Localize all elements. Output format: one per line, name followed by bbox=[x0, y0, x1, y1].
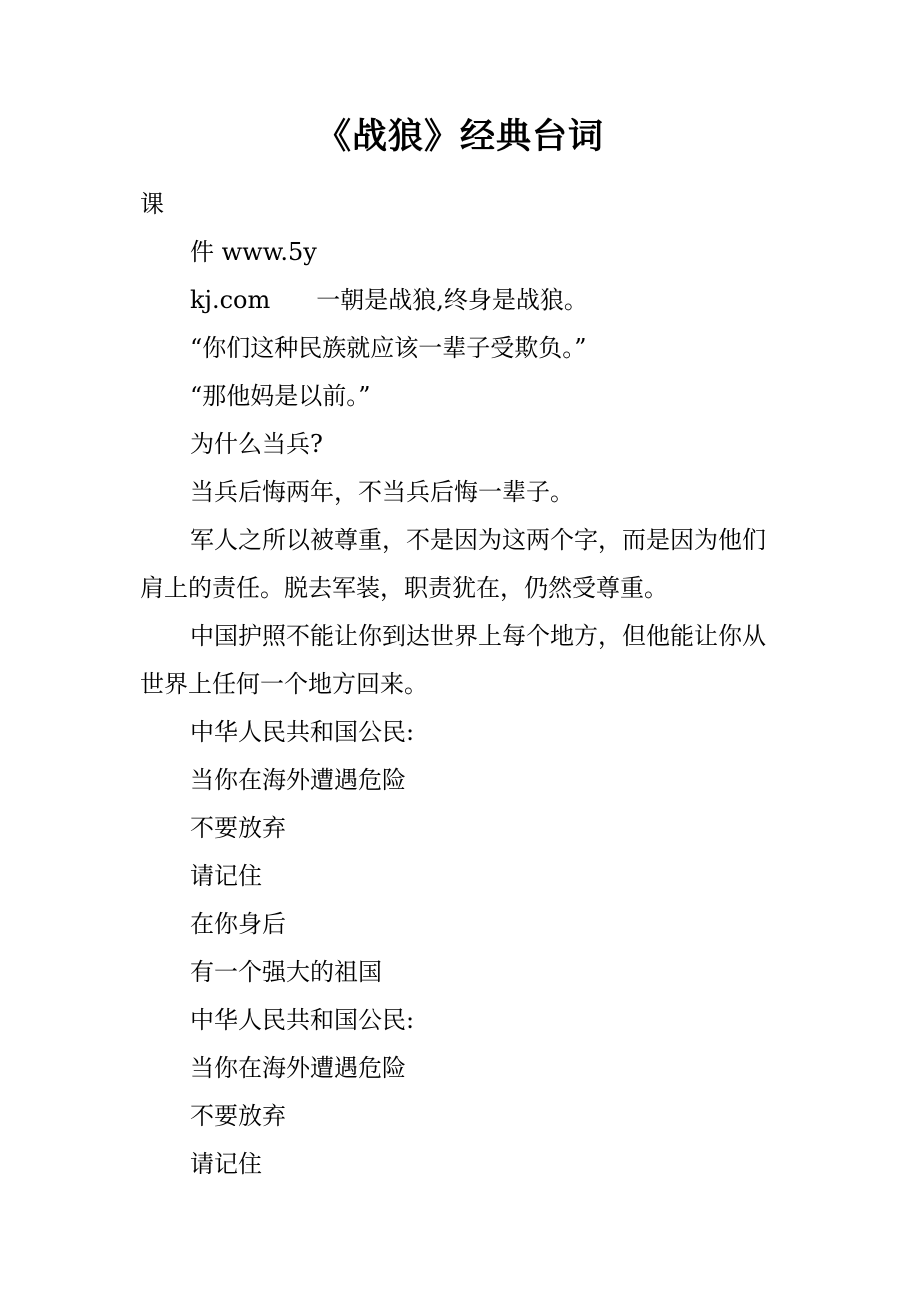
text-line: 件 www.5y bbox=[190, 238, 317, 266]
text-line: 当兵后悔两年，不当兵后悔一辈子。 bbox=[190, 478, 574, 506]
text-line: “那他妈是以前。” bbox=[190, 382, 371, 410]
text-line: 有一个强大的祖国 bbox=[190, 958, 382, 986]
text-line: 不要放弃 bbox=[190, 1102, 286, 1130]
document-body bbox=[140, 180, 780, 1188]
text-line bbox=[140, 276, 780, 324]
text-fragment: kj.com bbox=[190, 286, 271, 314]
text-line: 为什么当兵? bbox=[190, 430, 323, 458]
text-fragment: 一朝是战狼,终身是战狼。 bbox=[316, 286, 588, 314]
text-line: 当你在海外遭遇危险 bbox=[190, 766, 406, 794]
text-line: 当你在海外遭遇危险 bbox=[190, 1054, 406, 1082]
text-paragraph: 中国护照不能让你到达世界上每个地方，但他能让你从世界上任何一个地方回来。 bbox=[140, 622, 766, 698]
text-line: 不要放弃 bbox=[190, 814, 286, 842]
text-line: “你们这种民族就应该一辈子受欺负。” bbox=[190, 334, 587, 362]
text-line: 中华人民共和国公民: bbox=[190, 1006, 415, 1034]
text-paragraph: 军人之所以被尊重，不是因为这两个字，而是因为他们肩上的责任。脱去军装，职责犹在，仍然受尊重。 bbox=[140, 526, 766, 602]
document-title: 《战狼》经典台词 bbox=[315, 117, 604, 157]
text-line: 在你身后 bbox=[190, 910, 286, 938]
text-line: 中华人民共和国公民: bbox=[190, 718, 415, 746]
text-line: 请记住 bbox=[190, 862, 262, 890]
text-line: 请记住 bbox=[190, 1150, 262, 1178]
text-line: 课 bbox=[140, 190, 164, 218]
